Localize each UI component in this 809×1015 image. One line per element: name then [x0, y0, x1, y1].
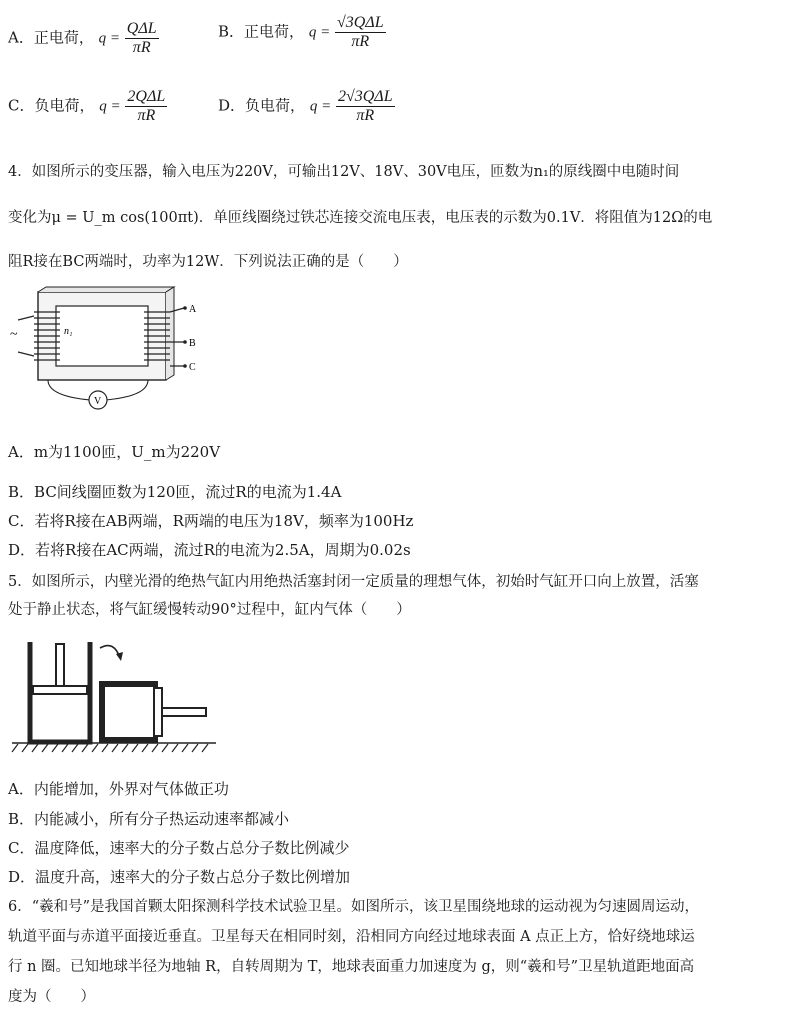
q3-option-c — [8, 88, 167, 125]
q4-option-b: B．BC间线圈匝数为120匝，流过R的电流为1.4A — [8, 483, 342, 501]
q3-option-b-fraction — [335, 14, 386, 51]
q3-option-c-fraction — [125, 88, 167, 125]
q3-option-c-q: q = — [99, 98, 121, 115]
ground-hatching — [12, 744, 208, 752]
q3-option-c-label: C．负电荷， — [8, 96, 95, 115]
q6-stem-line-4: 度为（ ） — [8, 989, 95, 1005]
q4-option-d: D．若将R接在AC两端，流过R的电流为2.5A，周期为0.02s — [8, 541, 411, 559]
q3-option-a-denominator: πR — [132, 39, 151, 56]
q3-option-b-label: B．正电荷， — [218, 22, 305, 41]
q6-stem-line-2: 轨道平面与赤道平面接近垂直。卫星每天在相同时刻，沿相同方向经过地球表面 A 点正上方，恰好绕地球运 — [8, 929, 695, 945]
terminal-b-label: B — [189, 338, 196, 349]
q3-option-b-numerator: √3QΔL — [336, 14, 384, 31]
q5-stem-line-1: 5．如图所示，内壁光滑的绝热气缸内用绝热活塞封闭一定质量的理想气体，初始时气缸开口向上放置，活塞 — [8, 574, 699, 590]
rotation-arrow-icon — [100, 646, 120, 658]
q4-stem-line-1: 4．如图所示的变压器，输入电压为220V，可输出12V、18V、30V电压，匝数为n₁的原线圈中电随时间 — [8, 164, 680, 180]
q3-option-a-q: q = — [98, 30, 120, 47]
terminal-c-label: C — [189, 362, 196, 373]
q3-option-b-denominator: πR — [351, 33, 370, 50]
q3-option-a-numerator: QΔL — [126, 20, 157, 37]
rotated-cylinder — [102, 684, 206, 740]
transformer-figure — [8, 286, 208, 416]
q3-option-a-fraction — [125, 20, 159, 57]
voltmeter-label: V — [94, 396, 102, 407]
ac-source-symbol: ~ — [10, 327, 18, 342]
q5-option-c: C．温度降低，速率大的分子数占总分子数比例减少 — [8, 839, 350, 857]
q3-option-d-q: q = — [309, 98, 332, 115]
q4-stem-line-2: 变化为μ = U_m cos(100πt)．单匝线圈绕过铁芯连接交流电压表，电压表的示数为0.1V．将阻值为12Ω的电 — [8, 210, 713, 226]
q4-option-c: C．若将R接在AB两端，R两端的电压为18V，频率为100Hz — [8, 512, 414, 530]
q3-option-a — [8, 20, 159, 57]
q5-option-a: A．内能增加，外界对气体做正功 — [8, 780, 229, 798]
q3-option-d-numerator: 2√3QΔL — [337, 88, 393, 105]
q3-option-b — [218, 14, 386, 51]
primary-coil-label: n₁ — [64, 326, 73, 337]
q3-option-a-label: A．正电荷， — [8, 28, 94, 47]
q4-stem-line-3: 阻R接在BC两端时，功率为12W．下列说法正确的是（ ） — [8, 254, 408, 270]
q5-option-d: D．温度升高，速率大的分子数占总分子数比例增加 — [8, 868, 351, 886]
terminal-a-label: A — [189, 304, 197, 315]
q3-option-b-q: q = — [308, 24, 331, 41]
q3-option-d-fraction — [336, 88, 395, 125]
q3-option-d — [218, 88, 395, 125]
upright-cylinder — [30, 642, 90, 742]
q6-stem-line-3: 行 n 圈。已知地球半径为地轴 R，自转周期为 T，地球表面重力加速度为 g，则“羲和号”卫星轨道距地面高 — [8, 959, 695, 975]
q6-stem-line-1: 6．“羲和号”是我国首颗太阳探测科学技术试验卫星。如图所示，该卫星围绕地球的运动视为匀速圆周运动， — [8, 899, 700, 915]
q5-stem-line-2: 处于静止状态，将气缸缓慢转动90°过程中，缸内气体（ ） — [8, 602, 411, 618]
q3-option-d-denominator: πR — [356, 107, 375, 124]
q3-option-c-numerator: 2QΔL — [127, 88, 166, 105]
q3-option-d-label: D．负电荷， — [218, 96, 306, 115]
q5-option-b: B．内能减小，所有分子热运动速率都减小 — [8, 810, 290, 828]
cylinder-figure — [8, 630, 228, 770]
q3-option-c-denominator: πR — [137, 107, 156, 124]
q4-option-a: A．m为1100匝，U_m为220V — [8, 443, 221, 461]
